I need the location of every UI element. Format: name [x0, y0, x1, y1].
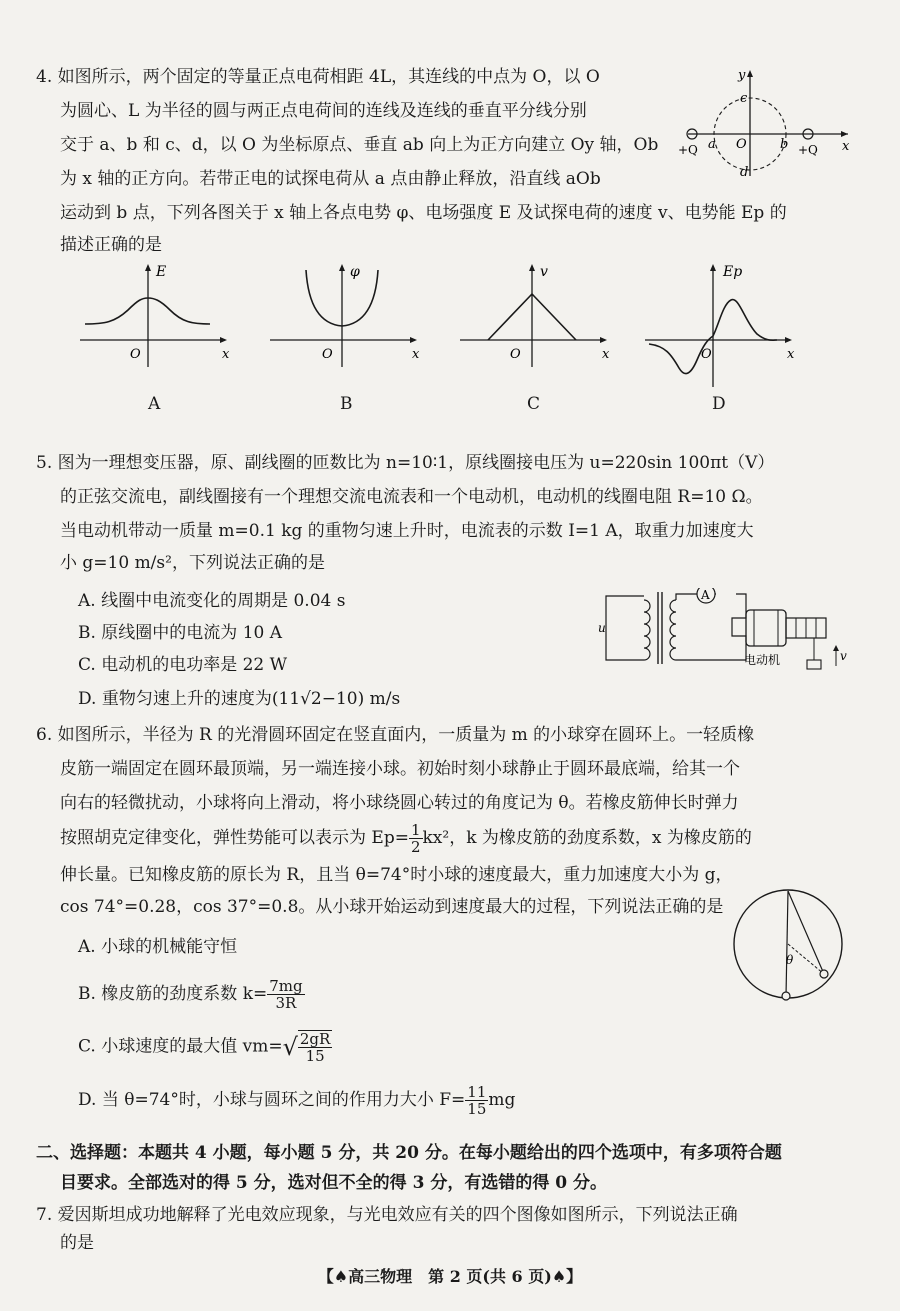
vm-num: 2gR: [299, 1030, 331, 1048]
q6-line-2: 皮筋一端固定在圆环最顶端，另一端连接小球。初始时刻小球静止于圆环最底端，给其一个: [60, 759, 740, 779]
fig-q-left: +Q: [678, 143, 698, 157]
graph-d-ylabel: Ep: [723, 264, 743, 280]
half-den: 2: [410, 838, 421, 856]
graph-b-option: B: [340, 394, 353, 414]
graph-b-xlabel: x: [412, 347, 420, 362]
graph-d: [645, 262, 805, 392]
q5-line-2: 的正弦交流电，副线圈接有一个理想交流电流表和一个电动机，电动机的线圈电阻 R=10 Ω。: [60, 487, 763, 507]
q6-option-c-pre: C. 小球速度的最大值 vm=: [78, 1036, 283, 1057]
q7-line-1: 7. 爱因斯坦成功地解释了光电效应现象，与光电效应有关的四个图像如图所示，下列说法正确: [36, 1205, 738, 1225]
graph-c: [460, 262, 620, 372]
graph-d-xlabel: x: [787, 347, 795, 362]
k-fraction: [267, 978, 304, 1011]
q6-line-1: 6. 如图所示，半径为 R 的光滑圆环固定在竖直面内，一质量为 m 的小球穿在圆环上。一轻质橡: [36, 725, 755, 745]
graph-c-option: C: [527, 394, 541, 414]
q4-line-5: 运动到 b 点，下列各图关于 x 轴上各点电势 φ、电场强度 E 及试探电荷的速度 v、电势能 Ep 的: [60, 203, 787, 223]
motor-label: 电动机: [744, 653, 781, 667]
q6-option-d-pre: D. 当 θ=74°时，小球与圆环之间的作用力大小 F=: [78, 1090, 466, 1110]
q6-line-5: 伸长量。已知橡皮筋的原长为 R，且当 θ=74°时小球的速度最大，重力加速度大小为 g，: [60, 865, 733, 885]
f-fraction: [465, 1084, 488, 1117]
q6-line-6: cos 74°=0.28，cos 37°=0.8。从小球开始运动到速度最大的过程，下列说法正确的是: [60, 897, 724, 917]
k-num: 7mg: [269, 977, 303, 995]
q4-line-2: 为圆心、L 为半径的圆与两正点电荷间的连线及连线的垂直平分线分别: [60, 101, 587, 121]
q6-line-4: [60, 822, 752, 855]
f-den: 15: [467, 1100, 487, 1118]
page-footer: 【♠高三物理 第 2 页(共 6 页)♠】: [317, 1267, 583, 1286]
q6-option-c: [78, 1030, 332, 1064]
q4-line-3: 交于 a、b 和 c、d，以 O 为坐标原点、垂直 ab 向上为正方向建立 Oy 轴，Ob: [60, 135, 659, 155]
q6-line-4-post: kx²，k 为橡皮筋的劲度系数，x 为橡皮筋的: [422, 828, 752, 848]
q4-charge-figure: [678, 64, 858, 184]
q6-ring-figure: [728, 888, 858, 1008]
fig-o-label: O: [736, 137, 747, 152]
graph-c-xlabel: x: [602, 347, 610, 362]
u-label: u: [598, 621, 606, 635]
graph-b-origin: O: [322, 347, 333, 362]
graph-a-ylabel: E: [156, 264, 167, 280]
vm-fraction: [298, 1030, 332, 1064]
fig-q-right: +Q: [798, 143, 818, 157]
fig-y-label: y: [738, 68, 746, 83]
vm-den: 15: [305, 1047, 325, 1065]
f-num: 11: [467, 1083, 487, 1101]
graph-a-option: A: [148, 394, 161, 414]
q6-line-3: 向右的轻微扰动，小球将向上滑动，将小球绕圆心转过的角度记为 θ。若橡皮筋伸长时弹力: [60, 793, 739, 813]
ammeter-label: A: [701, 588, 710, 602]
graph-c-origin: O: [510, 347, 521, 362]
q6-option-b: [78, 978, 305, 1011]
q5-option-a: A. 线圈中电流变化的周期是 0.04 s: [78, 591, 346, 611]
graph-b: [270, 262, 430, 372]
graph-a-xlabel: x: [222, 347, 230, 362]
graph-a-origin: O: [130, 347, 141, 362]
q6-option-d: [78, 1084, 515, 1117]
q6-line-4-pre: 按照胡克定律变化，弹性势能可以表示为 Ep=: [60, 828, 409, 848]
graph-d-origin: O: [701, 347, 712, 362]
q4-line-1: 4. 如图所示，两个固定的等量正点电荷相距 4L，其连线的中点为 O，以 O: [36, 67, 600, 87]
section2-line-2: 目要求。全部选对的得 5 分，选对但不全的得 3 分，有选错的得 0 分。: [60, 1173, 607, 1193]
k-den: 3R: [275, 994, 297, 1012]
fig-a-label: a: [708, 137, 716, 152]
q6-option-b-pre: B. 橡皮筋的劲度系数 k=: [78, 984, 268, 1004]
graph-b-ylabel: φ: [350, 264, 360, 280]
theta-label: θ: [786, 953, 794, 967]
q5-option-b: B. 原线圈中的电流为 10 A: [78, 623, 283, 643]
fig-c-label: c: [740, 91, 748, 106]
sqrt-sign: √: [282, 1033, 298, 1061]
q6-option-a: A. 小球的机械能守恒: [78, 937, 238, 957]
graph-a: [80, 262, 240, 372]
q5-line-1: 5. 图为一理想变压器，原、副线圈的匝数比为 n=10∶1，原线圈接电压为 u=220sin 100πt（V）: [36, 453, 775, 473]
q5-transformer-figure: [596, 588, 856, 678]
half-fraction: [409, 822, 423, 855]
fig-b-label: b: [780, 137, 789, 152]
q5-line-4: 小 g=10 m/s²，下列说法正确的是: [60, 553, 325, 573]
graph-d-option: D: [712, 394, 726, 414]
q6-option-d-post: mg: [488, 1090, 516, 1110]
q4-line-6: 描述正确的是: [60, 235, 162, 255]
fig-d-label: d: [740, 165, 749, 180]
v-label: v: [840, 649, 847, 663]
fig-x-label: x: [842, 139, 850, 154]
q7-line-2: 的是: [60, 1233, 94, 1253]
graph-c-ylabel: v: [540, 264, 548, 280]
q5-option-d: D. 重物匀速上升的速度为(11√2−10) m/s: [78, 689, 401, 709]
half-num: 1: [410, 821, 421, 839]
q5-option-c: C. 电动机的电功率是 22 W: [78, 655, 288, 675]
section2-line-1: 二、选择题：本题共 4 小题，每小题 5 分，共 20 分。在每小题给出的四个选项中，有多项符合题: [36, 1143, 782, 1163]
q4-line-4: 为 x 轴的正方向。若带正电的试探电荷从 a 点由静止释放，沿直线 aOb: [60, 169, 601, 189]
q5-line-3: 当电动机带动一质量 m=0.1 kg 的重物匀速上升时，电流表的示数 I=1 A，取重力加速度大: [60, 521, 754, 541]
